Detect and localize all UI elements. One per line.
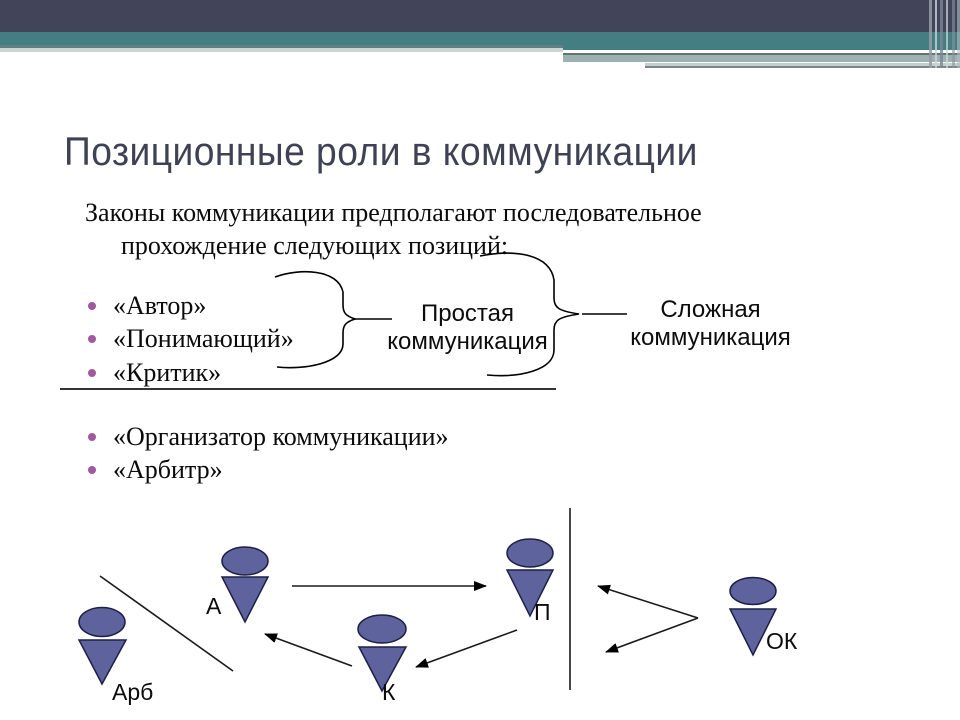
intro-text: Законы коммуникации предполагают последовательное прохождение следующих позиций: [85,198,702,260]
node-label-arbiter: Арб [112,679,154,705]
list-item-label: «Критик» [113,357,222,387]
list-item-label: «Арбитр» [113,454,223,484]
arrow-ok-upper [598,586,698,618]
label-line: коммуникация [387,328,548,355]
small-brace [275,272,355,368]
label-line: коммуникация [630,324,791,351]
list-item-label: «Понимающий» [113,324,294,354]
label-line: Простая [420,300,514,327]
arrow-k-to-a [265,634,352,666]
node-label-understander: П [534,599,551,625]
label-line: Сложная [660,296,761,323]
label-simple-communication [380,300,555,356]
node-label-author: А [206,593,222,619]
slide-title: Позиционные роли в коммуникации [64,129,698,174]
person-icon-arbiter [79,608,126,685]
list-item-label: «Организатор коммуникации» [113,422,449,452]
arrow-ok-lower [606,618,698,652]
list-item-label: «Автор» [113,290,207,320]
label-complex-communication [618,296,803,352]
node-label-organizer: ОК [766,628,798,654]
person-icon-author [222,547,268,622]
node-label-critic: К [382,679,396,705]
arrow-p-to-k [416,630,517,667]
